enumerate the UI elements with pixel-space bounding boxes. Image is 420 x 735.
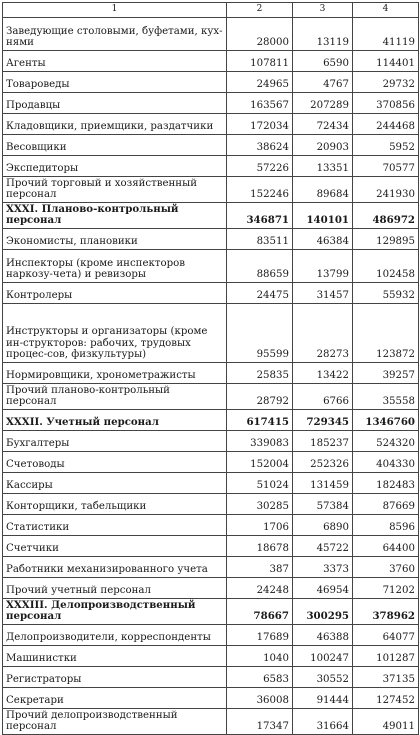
row-label: Контролеры [3,282,227,303]
table-row [3,50,419,71]
value-col-2: 83511 [227,228,293,249]
value-col-3: 31457 [293,282,353,303]
value-col-2: 1040 [227,645,293,666]
value-col-2: 51024 [227,472,293,493]
table-row [3,71,419,92]
row-label: Весовщики [3,134,227,155]
value-col-2: 38624 [227,134,293,155]
table-row [3,514,419,535]
row-label: Машинистки [3,645,227,666]
row-label: XXXIII. Делопроизводственный персонал [3,598,227,624]
value-col-2: 28792 [227,383,293,409]
value-col-4: 35558 [353,383,419,409]
value-col-4: 114401 [353,50,419,71]
value-col-2: 107811 [227,50,293,71]
row-label: Продавцы [3,92,227,113]
value-col-2: 163567 [227,92,293,113]
value-col-3: 46388 [293,624,353,645]
row-label: Секретари [3,687,227,708]
value-col-3: 207289 [293,92,353,113]
table-row [3,92,419,113]
value-col-2: 24965 [227,71,293,92]
value-col-2: 30285 [227,493,293,514]
value-col-4: 101287 [353,645,419,666]
value-col-3: 3373 [293,556,353,577]
value-col-3: 46954 [293,577,353,598]
row-label: Прочий делопроизводственный персонал [3,708,227,734]
row-label: Прочий торговый и хозяйственный персонал [3,176,227,202]
value-col-3: 30552 [293,666,353,687]
value-col-3: 13351 [293,155,353,176]
table-row [3,113,419,134]
value-col-2: 6583 [227,666,293,687]
row-label: Экспедиторы [3,155,227,176]
value-col-3: 72434 [293,113,353,134]
table-row [3,451,419,472]
value-col-3: 140101 [293,202,353,228]
value-col-3: 89684 [293,176,353,202]
row-label: Заведующие столовыми, буфетами, кух-нями [3,17,227,50]
table-row [3,430,419,451]
value-col-2: 95599 [227,303,293,362]
table-row [3,17,419,50]
table-row [3,645,419,666]
table-row [3,362,419,383]
column-number-3: 3 [293,3,353,18]
value-col-4: 102458 [353,249,419,282]
value-col-2: 57226 [227,155,293,176]
row-label: Конторщики, табельщики [3,493,227,514]
value-col-3: 6590 [293,50,353,71]
value-col-2: 1706 [227,514,293,535]
value-col-2: 78667 [227,598,293,624]
table-body [3,17,419,734]
value-col-4: 3760 [353,556,419,577]
statistics-table [2,2,419,735]
table-row [3,493,419,514]
column-number-1: 1 [3,3,227,18]
row-label: Счетоводы [3,451,227,472]
row-label: Инструкторы и организаторы (кроме ин-структоров: рабочих, трудовых процес-сов, физкультуры) [3,303,227,362]
value-col-3: 28273 [293,303,353,362]
row-label: Агенты [3,50,227,71]
value-col-4: 182483 [353,472,419,493]
table-row [3,624,419,645]
value-col-4: 49011 [353,708,419,734]
row-label: Регистраторы [3,666,227,687]
value-col-4: 378962 [353,598,419,624]
value-col-2: 88659 [227,249,293,282]
value-col-3: 31664 [293,708,353,734]
column-number-2: 2 [227,3,293,18]
value-col-3: 6766 [293,383,353,409]
value-col-4: 55932 [353,282,419,303]
value-col-4: 71202 [353,577,419,598]
table-row [3,666,419,687]
value-col-4: 87669 [353,493,419,514]
table-row [3,556,419,577]
table-row [3,472,419,493]
value-col-2: 36008 [227,687,293,708]
value-col-2: 17347 [227,708,293,734]
value-col-4: 70577 [353,155,419,176]
column-number-header-row [3,3,419,18]
value-col-4: 64400 [353,535,419,556]
value-col-3: 185237 [293,430,353,451]
value-col-4: 129895 [353,228,419,249]
value-col-4: 8596 [353,514,419,535]
table-row [3,383,419,409]
value-col-2: 18678 [227,535,293,556]
value-col-4: 370856 [353,92,419,113]
value-col-2: 24248 [227,577,293,598]
section-header-row [3,409,419,430]
table-row [3,134,419,155]
value-col-3: 91444 [293,687,353,708]
value-col-2: 25835 [227,362,293,383]
row-label: Товароведы [3,71,227,92]
value-col-2: 17689 [227,624,293,645]
table-row [3,687,419,708]
section-header-row [3,598,419,624]
value-col-4: 29732 [353,71,419,92]
value-col-3: 131459 [293,472,353,493]
value-col-3: 13799 [293,249,353,282]
table-row [3,176,419,202]
row-label: Инспекторы (кроме инспекторов наркозу-чета) и ревизоры [3,249,227,282]
value-col-4: 39257 [353,362,419,383]
value-col-3: 57384 [293,493,353,514]
row-label: Нормировщики, хронометражисты [3,362,227,383]
value-col-3: 252326 [293,451,353,472]
row-label: XXXII. Учетный персонал [3,409,227,430]
value-col-4: 1346760 [353,409,419,430]
value-col-3: 729345 [293,409,353,430]
value-col-4: 127452 [353,687,419,708]
value-col-2: 172034 [227,113,293,134]
value-col-3: 4767 [293,71,353,92]
table-row [3,282,419,303]
value-col-4: 123872 [353,303,419,362]
value-col-2: 387 [227,556,293,577]
value-col-4: 524320 [353,430,419,451]
value-col-3: 46384 [293,228,353,249]
row-label: Делопроизводители, корреспонденты [3,624,227,645]
value-col-4: 404330 [353,451,419,472]
value-col-2: 24475 [227,282,293,303]
row-label: Прочий учетный персонал [3,577,227,598]
row-label: Статистики [3,514,227,535]
section-header-row [3,202,419,228]
value-col-3: 13422 [293,362,353,383]
row-label: Прочий планово-контрольный персонал [3,383,227,409]
value-col-3: 300295 [293,598,353,624]
table-row [3,303,419,362]
value-col-4: 41119 [353,17,419,50]
value-col-2: 28000 [227,17,293,50]
value-col-4: 37135 [353,666,419,687]
row-label: Кладовщики, приемщики, раздатчики [3,113,227,134]
table-row [3,228,419,249]
row-label: Кассиры [3,472,227,493]
table-row [3,708,419,734]
value-col-2: 346871 [227,202,293,228]
row-label: Работники механизированного учета [3,556,227,577]
row-label: Счетчики [3,535,227,556]
value-col-3: 13119 [293,17,353,50]
value-col-2: 152004 [227,451,293,472]
row-label: Бухгалтеры [3,430,227,451]
table-row [3,577,419,598]
value-col-3: 45722 [293,535,353,556]
value-col-4: 5952 [353,134,419,155]
value-col-3: 20903 [293,134,353,155]
row-label: Экономисты, плановики [3,228,227,249]
value-col-4: 486972 [353,202,419,228]
value-col-4: 241930 [353,176,419,202]
value-col-4: 244468 [353,113,419,134]
table-row [3,535,419,556]
value-col-3: 6890 [293,514,353,535]
value-col-2: 617415 [227,409,293,430]
column-number-4: 4 [353,3,419,18]
value-col-2: 152246 [227,176,293,202]
table-row [3,155,419,176]
value-col-3: 100247 [293,645,353,666]
table-row [3,249,419,282]
row-label: XXXI. Планово-контрольный персонал [3,202,227,228]
value-col-2: 339083 [227,430,293,451]
value-col-4: 64077 [353,624,419,645]
